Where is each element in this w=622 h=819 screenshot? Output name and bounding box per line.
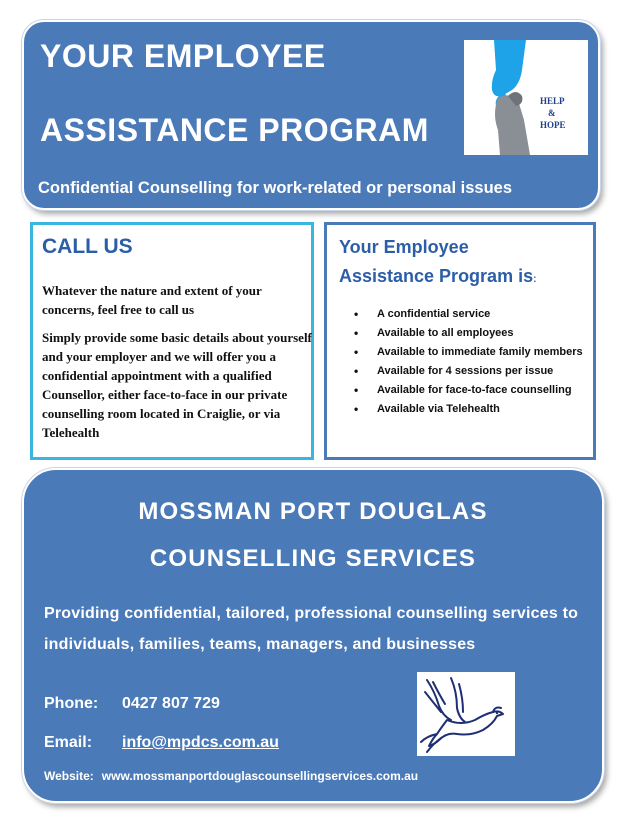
org-description: Providing confidential, tailored, professional counselling services to individuals, families, teams, managers, and businesses (44, 605, 579, 653)
website-label: Website: (44, 769, 94, 783)
website-row (44, 769, 418, 783)
svg-text:HOPE: HOPE (540, 120, 566, 130)
phone-number[interactable]: 0427 807 729 (122, 695, 220, 712)
list-item: • Available to all employees (337, 324, 595, 342)
svg-text:HELP: HELP (540, 96, 565, 106)
eap-list (337, 305, 595, 419)
help-hope-logo (464, 40, 588, 155)
call-us-paragraph-2: Simply provide some basic details about yourself and your employer and we will offer you a confidential appointment with a qualified Counsellor, either face-to-face in our private counselling room located in Craiglie, or via Telehealth (42, 330, 312, 440)
website-link[interactable]: www.mossmanportdouglascounsellingservices.com.au (101, 769, 419, 783)
list-item: • Available to immediate family members (337, 343, 595, 361)
org-name-line-2: COUNSELLING SERVICES (149, 545, 477, 572)
email-link[interactable]: info@mpdcs.com.au (122, 734, 279, 751)
header-subtitle: Confidential Counselling for work-related or personal issues (38, 179, 512, 197)
dove-icon (417, 672, 515, 756)
phone-row (44, 695, 220, 713)
call-us-title: CALL US (42, 235, 133, 258)
phone-label: Phone: (44, 695, 99, 712)
eap-title-line-1: Your Employee (339, 237, 469, 257)
org-banner (22, 468, 604, 803)
eap-title (339, 233, 536, 294)
list-item: • Available for face-to-face counselling (337, 381, 595, 399)
hands-icon (464, 40, 588, 155)
email-label: Email: (44, 734, 93, 751)
list-item: • Available via Telehealth (337, 400, 595, 418)
title-line-1: YOUR EMPLOYEE (40, 38, 326, 74)
title-line-2: ASSISTANCE PROGRAM (40, 112, 429, 148)
dove-image (417, 672, 515, 756)
call-us-box (30, 222, 314, 460)
org-name-line-1: MOSSMAN PORT DOUGLAS (138, 498, 488, 525)
svg-text:&: & (548, 108, 556, 118)
call-us-paragraph-1: Whatever the nature and extent of your concerns, feel free to call us (42, 283, 262, 317)
eap-title-line-2: Assistance Program is (339, 266, 534, 286)
header-banner (22, 20, 600, 210)
list-item: • A confidential service (337, 305, 595, 323)
eap-title-suffix: : (533, 274, 537, 285)
eap-box (324, 222, 596, 460)
list-item: • Available for 4 sessions per issue (337, 362, 595, 380)
email-row (44, 734, 279, 752)
